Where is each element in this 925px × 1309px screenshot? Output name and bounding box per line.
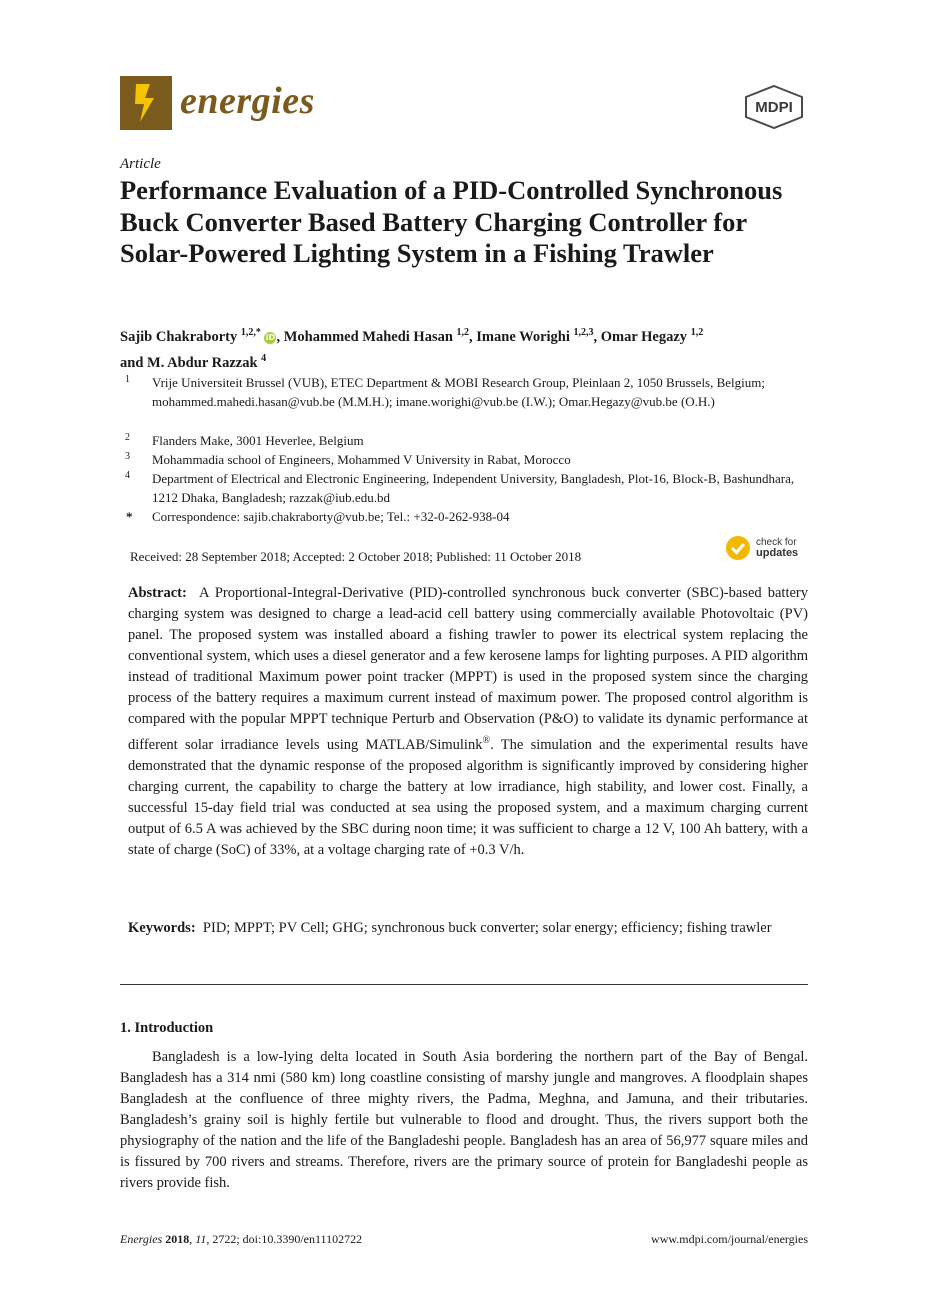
author-joiner: and	[120, 354, 144, 371]
keywords-label: Keywords:	[128, 920, 196, 936]
orcid-icon[interactable]: iD	[265, 332, 276, 342]
check-updates-icon	[726, 536, 750, 560]
lightning-bolt-icon	[120, 76, 172, 130]
affiliation-text: Department of Electrical and Electronic Engineering, Independent University, Bangladesh, Plot-16, Block-B, Bashundhara, 1212 Dhaka, Bangladesh; razzak@iub.edu.bd	[152, 471, 795, 505]
section-heading: 1. Introduction	[120, 1020, 214, 1036]
journal-url[interactable]: www.mdpi.com/journal/energies	[651, 1232, 808, 1246]
author-affiliation-mark: 1,2,*	[240, 327, 261, 338]
mdpi-hexagon-icon	[740, 84, 808, 130]
affiliation-item	[120, 374, 810, 430]
affiliation-text: Mohammadia school of Engineers, Mohammed V University in Rabat, Morocco	[152, 452, 571, 467]
publisher-logo[interactable]	[740, 84, 808, 130]
footer-doi: , 2722; doi:10.3390/en11102722	[206, 1232, 363, 1246]
author-name: Omar Hegazy	[600, 328, 688, 345]
affiliation-text: Flanders Make, 3001 Heverlee, Belgium	[152, 433, 364, 448]
affiliation-mark: 2	[125, 432, 130, 443]
correspondence-mark: *	[126, 509, 133, 524]
section-divider	[120, 984, 808, 985]
footer-volume: 11	[195, 1232, 207, 1246]
publication-dates: Received: 28 September 2018; Accepted: 2 October 2018; Published: 11 October 2018	[130, 549, 582, 564]
citation-footer: Energies 2018, 11, 2722; doi:10.3390/en11102722	[120, 1232, 363, 1246]
abstract-text: A Proportional-Integral-Derivative (PID)-controlled synchronous buck converter (SBC)-based battery charging system was designed to charge a lead-acid cell battery using commercially available Photovoltaic (PV) panel. The proposed system was installed aboard a fishing trawler to power its electrical system replacing the conventional system, which uses a diesel generator and a few kerosene lamps for lighting purposes. A PID algorithm instead of traditional Maximum power point tracker (MPPT) is used in the proposed system since the charging process of the battery requires a maximum current instead of maximum power. The proposed control algorithm is compared with the popular MPPT technique Perturb and Observation (P&O) to validate its dynamic performance at different solar irradiance levels using MATLAB/Simulink	[128, 585, 809, 753]
author-affiliation-mark: 1,2	[456, 327, 470, 338]
author-name: Sajib Chakraborty	[120, 328, 238, 345]
affiliation-mark: 1	[125, 374, 130, 385]
footer-journal: Energies	[120, 1232, 163, 1246]
check-updates-line1: check for	[756, 537, 797, 548]
footer-year: 2018	[165, 1232, 190, 1246]
article-type: Article	[120, 156, 161, 172]
check-updates-line2: updates	[756, 547, 799, 559]
affiliation-mark: 3	[125, 451, 130, 462]
section-paragraph: Bangladesh is a low-lying delta located in South Asia bordering the northern part of the Bay of Bengal. Bangladesh has a 314 nmi (580 km) long coastline consisting of marshy jungle and mangroves. A floodplain shapes Bangladesh at the confluence of three mighty rivers, the Padma, Meghna, and Jamuna, and their tributaries. Bangladesh’s grainy soil is highly fertile but vulnerable to flood and drought. Thus, the rivers support both the physiography of the nation and the life of the Bangladeshi people. Bangladesh has an area of 56,977 square miles and is fissured by 700 rivers and streams. Therefore, rivers are the primary source of protein for Bangladeshi people as rivers provide fish.	[120, 1049, 808, 1191]
registered-mark: ®	[482, 735, 491, 746]
paper-title: Performance Evaluation of a PID-Controlled Synchronous Buck Converter Based Battery Charging Controller for Solar-Powered Lighting System in a Fishing Trawler	[120, 175, 783, 268]
author-affiliation-mark: 1,2	[690, 327, 704, 338]
author-name: Imane Worighi	[476, 328, 570, 345]
author-affiliation-mark: 1,2,3	[573, 327, 594, 338]
journal-name: energies	[180, 80, 315, 122]
author-affiliation-mark: 4	[261, 352, 267, 364]
journal-logo	[120, 76, 172, 130]
author-name: M. Abdur Razzak	[147, 354, 258, 371]
check-updates-label	[756, 537, 798, 559]
correspondence-text: Correspondence: sajib.chakraborty@vub.be; Tel.: +32-0-262-938-04	[152, 509, 510, 524]
affiliation-mark: 4	[125, 470, 130, 481]
keywords	[128, 918, 808, 939]
abstract	[128, 583, 808, 861]
author-name: Mohammed Mahedi Hasan	[283, 328, 453, 345]
keywords-text: PID; MPPT; PV Cell; GHG; synchronous buck converter; solar energy; efficiency; fishing trawler	[202, 920, 772, 936]
abstract-text-continued: . The simulation and the experimental results have demonstrated that the dynamic response of the proposed algorithm is significantly improved by considering higher charging current, the capability to charge the battery at low irradiance, high stability, and lower cost. Finally, a successful 15-day field trial was conducted at sea using the proposed system, and a maximum charging current output of 6.5 A was achieved by the SBC during noon time; it was sufficient to charge a 12 V, 100 Ah battery, with a state of charge (SoC) of 33%, at a voltage charging rate of +0.3 V/h.	[128, 736, 808, 858]
author-list: Sajib Chakraborty $^{1,2,*}$ iD, Mohammed Mahedi Hasan $^{1,2}$, Imane Worighi $^{1,2,3}$, Omar Hegazy $^{1,2}$ and M. Abdur Razzak $^4$	[120, 327, 704, 371]
abstract-label: Abstract:	[128, 585, 187, 601]
affiliation-text: Vrije Universiteit Brussel (VUB), ETEC Department & MOBI Research Group, Pleinlaan 2, 1050 Brussels, Belgium; mohammed.mahedi.hasan@vub.be (M.M.H.); imane.worighi@vub.be (I.W.); Omar.Hegazy@vub.be (O.H.)	[152, 375, 766, 409]
publisher-logo-text: MDPI	[755, 99, 793, 116]
check-updates-badge[interactable]	[726, 536, 816, 566]
